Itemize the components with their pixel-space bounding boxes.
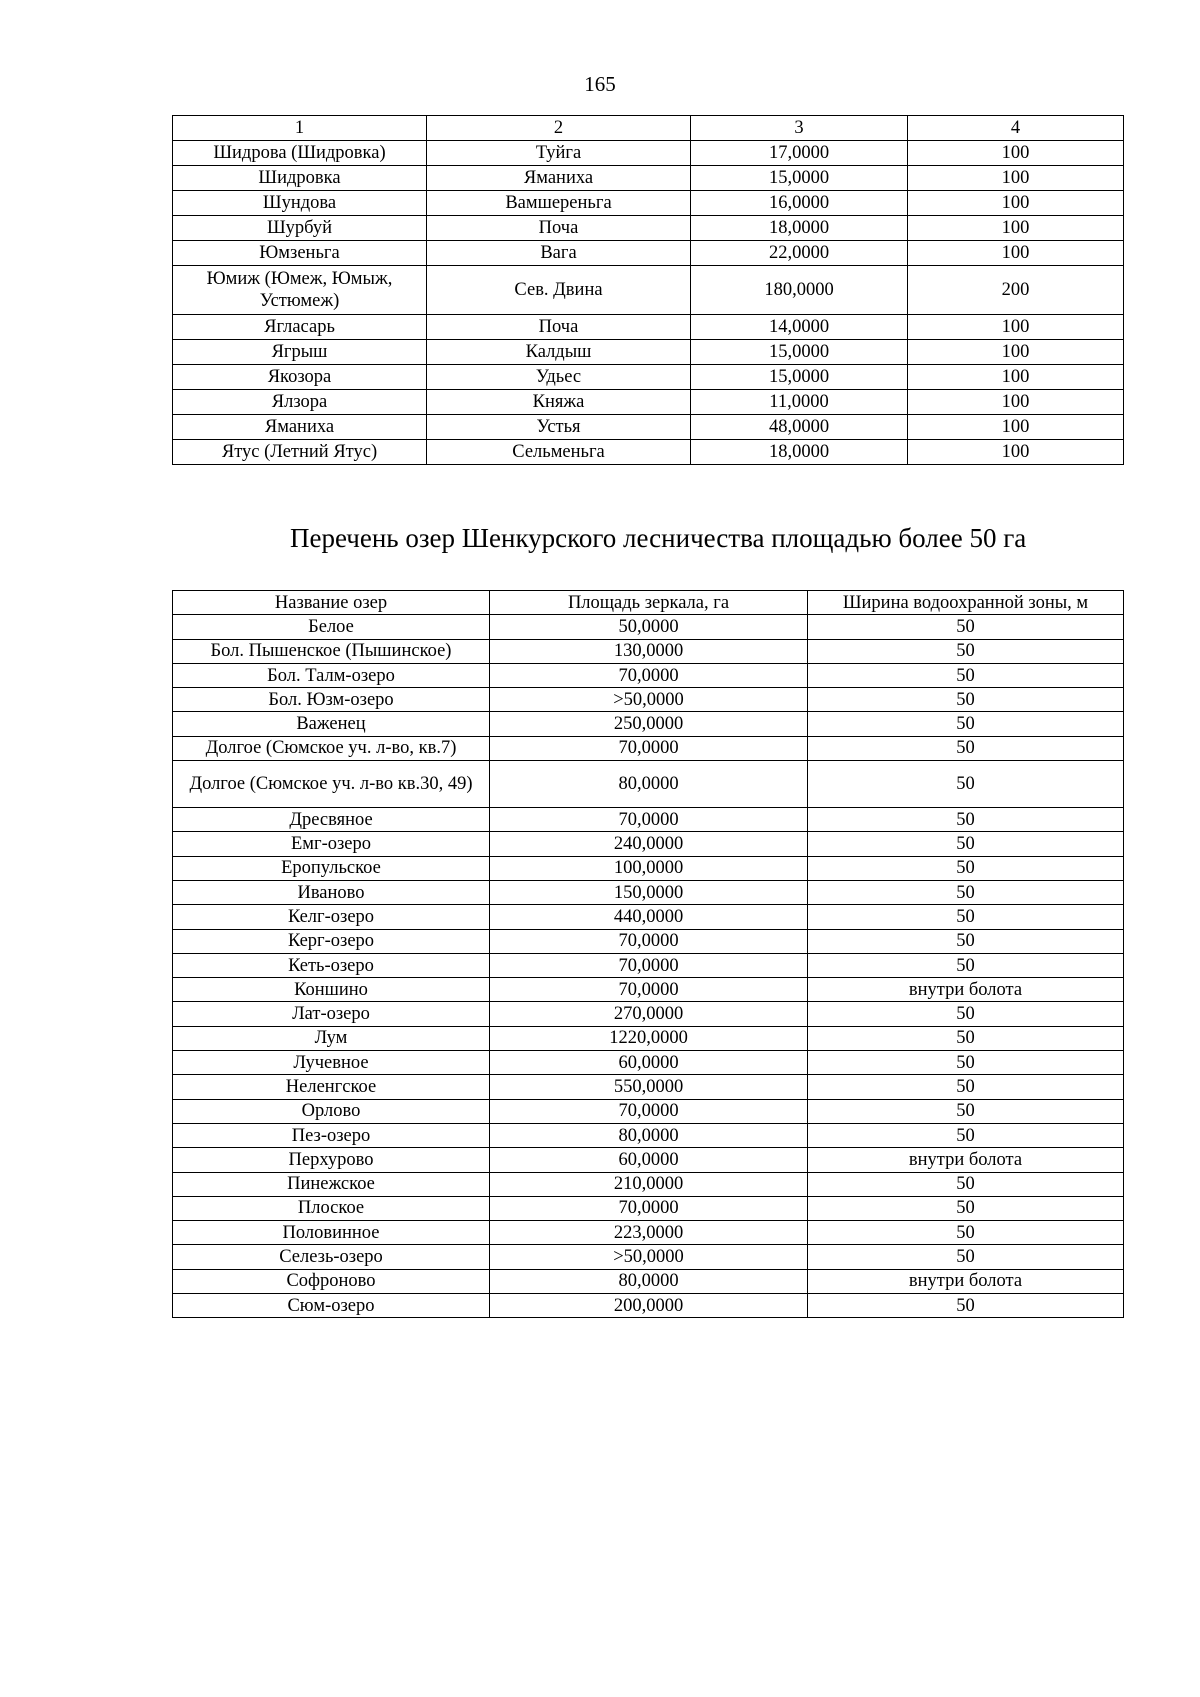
table-cell: 440,0000 bbox=[490, 905, 808, 929]
rivers-table bbox=[172, 115, 1124, 465]
table-row bbox=[173, 241, 1124, 266]
table-row bbox=[173, 340, 1124, 365]
table-cell: 100 bbox=[908, 340, 1124, 365]
table-cell: 50 bbox=[808, 1002, 1124, 1026]
table-cell: Ягласарь bbox=[173, 315, 427, 340]
table-cell: 50 bbox=[808, 761, 1124, 808]
table-cell: 50 bbox=[808, 1245, 1124, 1269]
table-cell: Бол. Талм-озеро bbox=[173, 663, 490, 687]
table-cell: 100 bbox=[908, 390, 1124, 415]
table-row bbox=[173, 1221, 1124, 1245]
table-cell: 100 bbox=[908, 440, 1124, 465]
table-row bbox=[173, 440, 1124, 465]
table-cell: 80,0000 bbox=[490, 761, 808, 808]
table-cell: Софроново bbox=[173, 1269, 490, 1293]
table-cell: 70,0000 bbox=[490, 736, 808, 760]
table-cell: 100 bbox=[908, 365, 1124, 390]
table-cell: 50 bbox=[808, 929, 1124, 953]
table-cell: 70,0000 bbox=[490, 1099, 808, 1123]
table-cell: Ягрыш bbox=[173, 340, 427, 365]
table-cell: 18,0000 bbox=[691, 216, 908, 241]
table-cell: 60,0000 bbox=[490, 1148, 808, 1172]
table-row bbox=[173, 880, 1124, 904]
table-cell: 270,0000 bbox=[490, 1002, 808, 1026]
table-cell: 240,0000 bbox=[490, 832, 808, 856]
table-cell: 70,0000 bbox=[490, 663, 808, 687]
table-cell: 100 bbox=[908, 166, 1124, 191]
table-cell: Долгое (Сюмское уч. л-во, кв.7) bbox=[173, 736, 490, 760]
lakes-section-title: Перечень озер Шенкурского лесничества площадью более 50 га bbox=[290, 523, 1027, 553]
table-row bbox=[173, 1123, 1124, 1147]
table-cell: 17,0000 bbox=[691, 141, 908, 166]
table-row bbox=[173, 808, 1124, 832]
table-cell: 150,0000 bbox=[490, 880, 808, 904]
table-cell: 70,0000 bbox=[490, 1196, 808, 1220]
table-cell: Юмзеньга bbox=[173, 241, 427, 266]
table-cell: 70,0000 bbox=[490, 953, 808, 977]
table-cell: Шундова bbox=[173, 191, 427, 216]
table-cell: 50 bbox=[808, 1221, 1124, 1245]
table-cell: 14,0000 bbox=[691, 315, 908, 340]
table-row bbox=[173, 1294, 1124, 1318]
table-cell: 50 bbox=[808, 1294, 1124, 1318]
table-cell: Ятус (Летний Ятус) bbox=[173, 440, 427, 465]
table-row bbox=[173, 736, 1124, 760]
table-cell: 50 bbox=[808, 1123, 1124, 1147]
table-cell: Пинежское bbox=[173, 1172, 490, 1196]
table-cell: 18,0000 bbox=[691, 440, 908, 465]
table-cell: Дресвяное bbox=[173, 808, 490, 832]
table-cell: 50 bbox=[808, 1051, 1124, 1075]
table-row bbox=[173, 832, 1124, 856]
table-cell: Вага bbox=[427, 241, 691, 266]
table-cell: Яманиха bbox=[427, 166, 691, 191]
table-cell: Половинное bbox=[173, 1221, 490, 1245]
table-cell: 50,0000 bbox=[490, 615, 808, 639]
table-row bbox=[173, 1099, 1124, 1123]
table-cell: Лум bbox=[173, 1026, 490, 1050]
table-cell: 50 bbox=[808, 1172, 1124, 1196]
table-row bbox=[173, 1148, 1124, 1172]
table-cell: Шурбуй bbox=[173, 216, 427, 241]
table-row bbox=[173, 266, 1124, 315]
table-row bbox=[173, 953, 1124, 977]
table-row bbox=[173, 191, 1124, 216]
table-cell: Сельменьга bbox=[427, 440, 691, 465]
table-cell: 223,0000 bbox=[490, 1221, 808, 1245]
table-cell: 50 bbox=[808, 1099, 1124, 1123]
table-cell: Важенец bbox=[173, 712, 490, 736]
table-cell: 50 bbox=[808, 663, 1124, 687]
table-cell: >50,0000 bbox=[490, 1245, 808, 1269]
table-cell: Селезь-озеро bbox=[173, 1245, 490, 1269]
table-cell: Устья bbox=[427, 415, 691, 440]
table-cell: Перхурово bbox=[173, 1148, 490, 1172]
table-cell: 50 bbox=[808, 688, 1124, 712]
table-cell: 1220,0000 bbox=[490, 1026, 808, 1050]
table-cell: 200,0000 bbox=[490, 1294, 808, 1318]
table-cell: 50 bbox=[808, 856, 1124, 880]
table-cell: 15,0000 bbox=[691, 166, 908, 191]
lakes-table bbox=[172, 590, 1124, 1318]
page-number: 165 bbox=[584, 72, 616, 96]
table-cell: 100,0000 bbox=[490, 856, 808, 880]
table-cell: 100 bbox=[908, 415, 1124, 440]
table-cell: Яманиха bbox=[173, 415, 427, 440]
table-cell: 50 bbox=[808, 880, 1124, 904]
table-row bbox=[173, 1051, 1124, 1075]
table-cell: 16,0000 bbox=[691, 191, 908, 216]
table-row bbox=[173, 1075, 1124, 1099]
header-row bbox=[173, 591, 1124, 615]
table-cell: Келг-озеро bbox=[173, 905, 490, 929]
table-cell: Еропульское bbox=[173, 856, 490, 880]
table-cell: Долгое (Сюмское уч. л-во кв.30, 49) bbox=[173, 761, 490, 808]
header-cell: 2 bbox=[427, 116, 691, 141]
table-cell: >50,0000 bbox=[490, 688, 808, 712]
table-cell: Орлово bbox=[173, 1099, 490, 1123]
table-cell: Княжа bbox=[427, 390, 691, 415]
table-cell: Белое bbox=[173, 615, 490, 639]
table-cell: 70,0000 bbox=[490, 929, 808, 953]
rivers-table-body bbox=[173, 116, 1124, 465]
table-row bbox=[173, 1026, 1124, 1050]
table-cell: Поча bbox=[427, 216, 691, 241]
table-cell: внутри болота bbox=[808, 978, 1124, 1002]
table-cell: 50 bbox=[808, 639, 1124, 663]
table-row bbox=[173, 390, 1124, 415]
table-row bbox=[173, 365, 1124, 390]
table-cell: Емг-озеро bbox=[173, 832, 490, 856]
table-row bbox=[173, 761, 1124, 808]
table-cell: 80,0000 bbox=[490, 1269, 808, 1293]
table-row bbox=[173, 663, 1124, 687]
table-cell: Ялзора bbox=[173, 390, 427, 415]
table-cell: 60,0000 bbox=[490, 1051, 808, 1075]
table-cell: 50 bbox=[808, 1196, 1124, 1220]
header-cell: Площадь зеркала, га bbox=[490, 591, 808, 615]
table-cell: 11,0000 bbox=[691, 390, 908, 415]
table-cell: 200 bbox=[908, 266, 1124, 315]
table-cell: 180,0000 bbox=[691, 266, 908, 315]
header-row bbox=[173, 116, 1124, 141]
table-cell: 130,0000 bbox=[490, 639, 808, 663]
table-cell: внутри болота bbox=[808, 1148, 1124, 1172]
table-cell: 50 bbox=[808, 712, 1124, 736]
header-cell: 3 bbox=[691, 116, 908, 141]
table-cell: 100 bbox=[908, 315, 1124, 340]
table-cell: Лучевное bbox=[173, 1051, 490, 1075]
table-row bbox=[173, 1245, 1124, 1269]
table-row bbox=[173, 1002, 1124, 1026]
table-row bbox=[173, 905, 1124, 929]
table-cell: 250,0000 bbox=[490, 712, 808, 736]
table-cell: 50 bbox=[808, 736, 1124, 760]
table-cell: Поча bbox=[427, 315, 691, 340]
table-row bbox=[173, 141, 1124, 166]
table-cell: 70,0000 bbox=[490, 978, 808, 1002]
table-cell: 70,0000 bbox=[490, 808, 808, 832]
table-row bbox=[173, 929, 1124, 953]
table-cell: Лат-озеро bbox=[173, 1002, 490, 1026]
table-cell: 210,0000 bbox=[490, 1172, 808, 1196]
table-cell: 50 bbox=[808, 1026, 1124, 1050]
table-cell: Бол. Юзм-озеро bbox=[173, 688, 490, 712]
header-cell: Ширина водоохранной зоны, м bbox=[808, 591, 1124, 615]
table-cell: Сев. Двина bbox=[427, 266, 691, 315]
table-cell: 15,0000 bbox=[691, 340, 908, 365]
table-row bbox=[173, 1172, 1124, 1196]
table-row bbox=[173, 688, 1124, 712]
table-row bbox=[173, 639, 1124, 663]
table-row bbox=[173, 216, 1124, 241]
table-cell: 100 bbox=[908, 191, 1124, 216]
table-cell: внутри болота bbox=[808, 1269, 1124, 1293]
table-cell: 22,0000 bbox=[691, 241, 908, 266]
table-cell: Неленгское bbox=[173, 1075, 490, 1099]
table-cell: 50 bbox=[808, 1075, 1124, 1099]
lakes-table-body bbox=[173, 591, 1124, 1318]
header-cell: 4 bbox=[908, 116, 1124, 141]
table-cell: Пез-озеро bbox=[173, 1123, 490, 1147]
table-row bbox=[173, 856, 1124, 880]
table-cell: Юмиж (Юмеж, Юмыж, Устюмеж) bbox=[173, 266, 427, 315]
table-row bbox=[173, 712, 1124, 736]
table-cell: 50 bbox=[808, 905, 1124, 929]
table-row bbox=[173, 415, 1124, 440]
table-cell: Вамшереньга bbox=[427, 191, 691, 216]
table-cell: Якозора bbox=[173, 365, 427, 390]
header-cell: Название озер bbox=[173, 591, 490, 615]
table-cell: Коншино bbox=[173, 978, 490, 1002]
header-cell: 1 bbox=[173, 116, 427, 141]
table-row bbox=[173, 615, 1124, 639]
table-cell: Кеть-озеро bbox=[173, 953, 490, 977]
table-cell: 50 bbox=[808, 832, 1124, 856]
table-cell: 48,0000 bbox=[691, 415, 908, 440]
table-cell: 100 bbox=[908, 216, 1124, 241]
table-cell: 80,0000 bbox=[490, 1123, 808, 1147]
table-cell: Иваново bbox=[173, 880, 490, 904]
table-cell: 100 bbox=[908, 141, 1124, 166]
table-cell: Плоское bbox=[173, 1196, 490, 1220]
table-cell: 50 bbox=[808, 808, 1124, 832]
table-cell: Шидровка bbox=[173, 166, 427, 191]
table-cell: Керг-озеро bbox=[173, 929, 490, 953]
table-row bbox=[173, 166, 1124, 191]
table-row bbox=[173, 978, 1124, 1002]
table-cell: 15,0000 bbox=[691, 365, 908, 390]
table-cell: 50 bbox=[808, 615, 1124, 639]
table-cell: Туйга bbox=[427, 141, 691, 166]
table-cell: 550,0000 bbox=[490, 1075, 808, 1099]
table-cell: Бол. Пышенское (Пышинское) bbox=[173, 639, 490, 663]
table-cell: 100 bbox=[908, 241, 1124, 266]
table-cell: Удьес bbox=[427, 365, 691, 390]
table-row bbox=[173, 1196, 1124, 1220]
table-row bbox=[173, 1269, 1124, 1293]
table-cell: Шидрова (Шидровка) bbox=[173, 141, 427, 166]
table-row bbox=[173, 315, 1124, 340]
table-cell: 50 bbox=[808, 953, 1124, 977]
table-cell: Калдыш bbox=[427, 340, 691, 365]
table-cell: Сюм-озеро bbox=[173, 1294, 490, 1318]
